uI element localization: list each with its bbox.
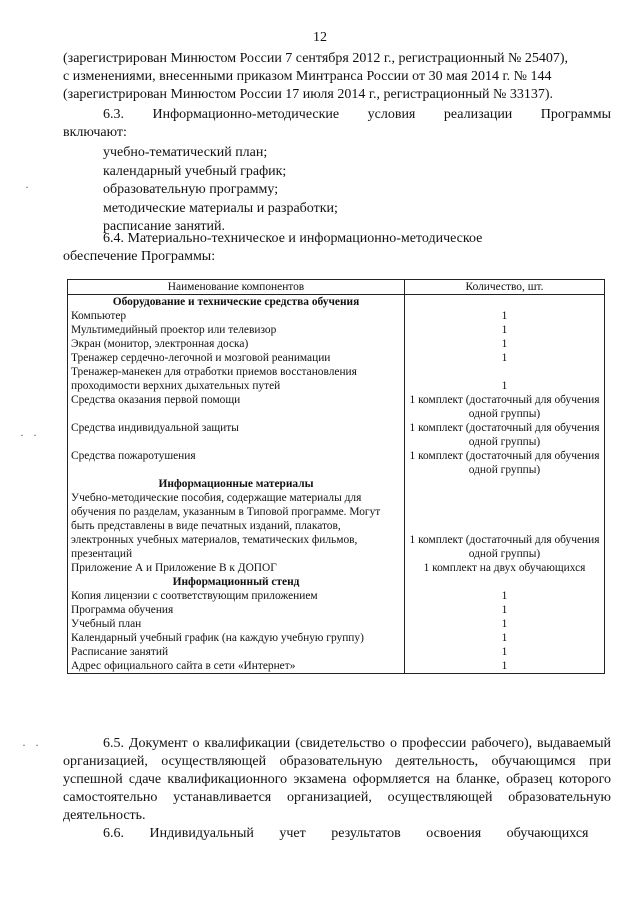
component-qty: 1 (405, 337, 605, 351)
intro-line: (зарегистрирован Минюстом России 17 июля 2014 г., регистрационный № 33137). (63, 87, 554, 102)
scan-mark: · · (22, 738, 42, 752)
component-qty: 1 (405, 603, 605, 617)
section-title: Информационные материалы (68, 477, 405, 491)
component-qty: 1 (405, 659, 605, 674)
table-row (68, 449, 605, 477)
components-table (67, 279, 605, 674)
list-item: расписание занятий. (103, 219, 225, 234)
intro-line: с изменениями, внесенными приказом Минтранса России от 30 мая 2014 г. № 144 (63, 69, 552, 84)
component-name: Средства индивидуальной защиты (68, 421, 405, 449)
component-qty: 1 комплект (достаточный для обучения одной группы) (405, 393, 605, 421)
section-6-4: 6.4. Материально-техническое и информационно-методическое обеспечение Программы: (63, 231, 483, 264)
table-row (68, 309, 605, 323)
table-header-name: Наименование компонентов (68, 280, 405, 295)
section-row (68, 575, 605, 589)
list-item: календарный учебный график; (103, 163, 287, 179)
table-header-qty: Количество, шт. (405, 280, 605, 295)
component-name: Календарный учебный график (на каждую учебную группу) (68, 631, 405, 645)
page-number: 12 (313, 30, 327, 45)
component-name: Мультимедийный проектор или телевизор (68, 323, 405, 337)
scan-mark: · · (20, 428, 40, 442)
component-qty: 1 (405, 365, 605, 393)
table-row (68, 393, 605, 421)
section-title: Информационный стенд (68, 575, 405, 589)
table-row (68, 659, 605, 674)
section-6-3-list (103, 144, 338, 237)
component-qty: 1 (405, 323, 605, 337)
component-qty: 1 (405, 589, 605, 603)
component-name: Копия лицензии с соответствующим приложением (68, 589, 405, 603)
component-qty: 1 комплект (достаточный для обучения одной группы) (405, 491, 605, 561)
table-row (68, 617, 605, 631)
component-qty: 1 (405, 645, 605, 659)
table-row (68, 351, 605, 365)
intro-line: (зарегистрирован Минюстом России 7 сентября 2012 г., регистрационный № 25407), (63, 51, 569, 66)
section-title: Оборудование и технические средства обучения (68, 295, 405, 310)
component-qty: 1 комплект (достаточный для обучения одной группы) (405, 449, 605, 477)
list-item: методические материалы и разработки; (103, 200, 338, 216)
table-row (68, 589, 605, 603)
component-name: Тренажер-манекен для отработки приемов восстановления проходимости верхних дыхательных путей (68, 365, 405, 393)
scan-mark: · (25, 180, 32, 194)
component-name: Средства пожаротушения (68, 449, 405, 477)
component-name: Учебно-методические пособия, содержащие материалы для обучения по разделам, указанным в Типовой программе. Могут быть представлены в виде печатных изданий, плакатов, электронных учебных материалов, тематических фильмов, презентаций (68, 491, 405, 561)
table-row (68, 561, 605, 575)
table-row (68, 631, 605, 645)
section-6-6: 6.6. Индивидуальный учет результатов освоения обучающихся (103, 826, 589, 841)
table-row (68, 491, 605, 561)
component-name: Средства оказания первой помощи (68, 393, 405, 421)
component-name: Учебный план (68, 617, 405, 631)
component-qty: 1 комплект на двух обучающихся (405, 561, 605, 575)
list-item: образовательную программу; (103, 182, 279, 197)
section-row (68, 295, 605, 310)
table-header-row (68, 280, 605, 295)
table-row (68, 323, 605, 337)
component-qty: 1 (405, 351, 605, 365)
component-qty: 1 (405, 309, 605, 323)
section-row (68, 477, 605, 491)
component-name: Расписание занятий (68, 645, 405, 659)
component-qty: 1 (405, 631, 605, 645)
table-row (68, 645, 605, 659)
table-row (68, 365, 605, 393)
table-row (68, 337, 605, 351)
list-item: учебно-тематический план; (103, 145, 268, 160)
section-6-3: 6.3. Информационно-методические условия реализации Программы включают: (63, 107, 611, 140)
section-6-5: 6.5. Документ о квалификации (свидетельство о профессии рабочего), выдаваемый организацией, осуществляющей образовательную деятельность, обучающимся при успешной сдаче квалификационного экзамена оформляется на бланке, образец которого самостоятельно устанавливается организацией, осуществляющей образовательную деятельность. (63, 736, 611, 823)
component-name: Приложение А и Приложение В к ДОПОГ (68, 561, 405, 575)
component-name: Адрес официального сайта в сети «Интернет» (68, 659, 405, 674)
intro-paragraph (63, 50, 611, 104)
component-name: Компьютер (68, 309, 405, 323)
component-name: Тренажер сердечно-легочной и мозговой реанимации (68, 351, 405, 365)
component-name: Программа обучения (68, 603, 405, 617)
component-qty: 1 (405, 617, 605, 631)
table-row (68, 421, 605, 449)
component-qty: 1 комплект (достаточный для обучения одной группы) (405, 421, 605, 449)
table-row (68, 603, 605, 617)
component-name: Экран (монитор, электронная доска) (68, 337, 405, 351)
